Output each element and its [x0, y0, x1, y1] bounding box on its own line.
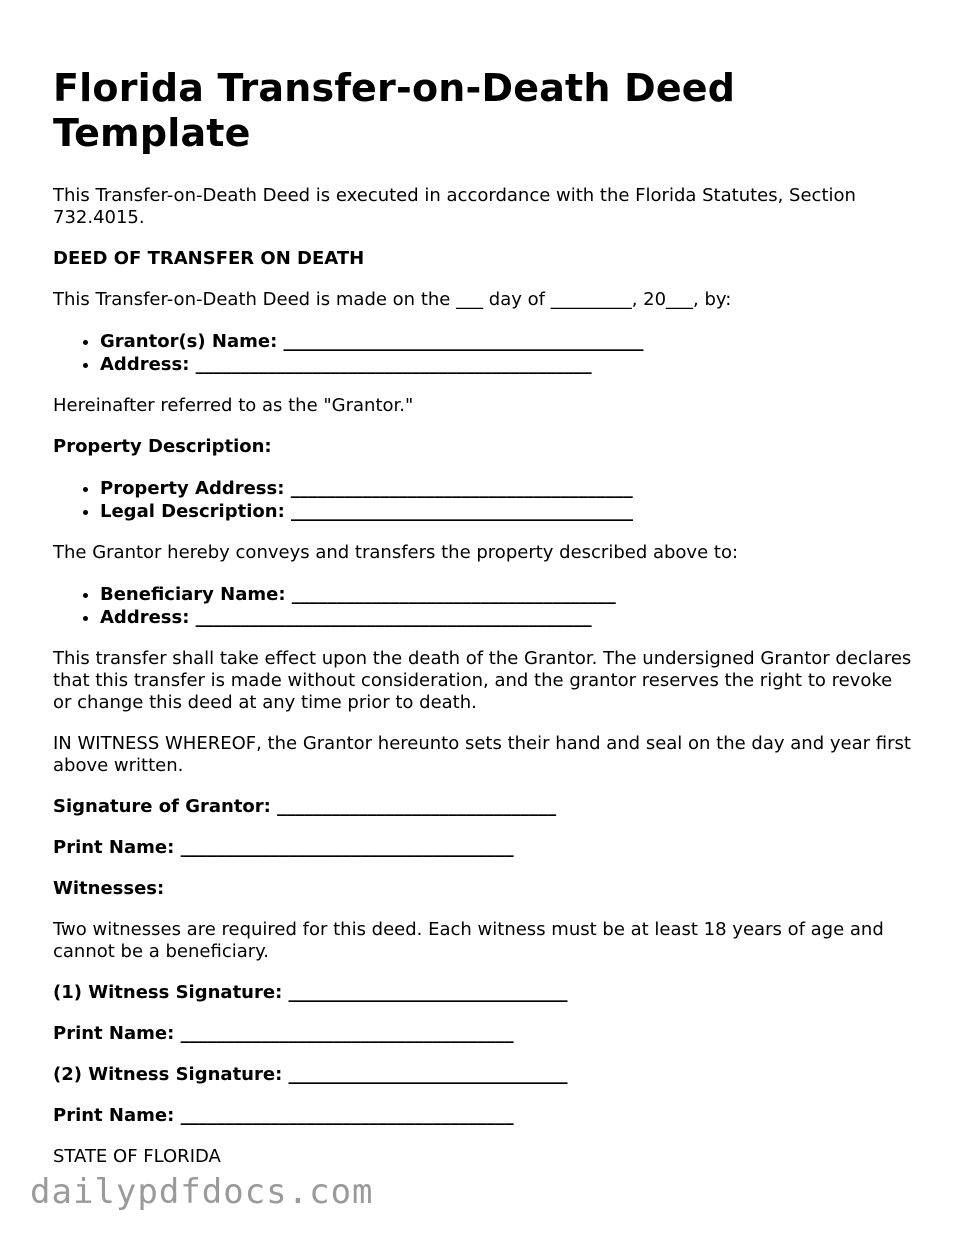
property-address-field: • Property Address: ______________________________________ [100, 477, 913, 500]
hereinafter-line: Hereinafter referred to as the "Grantor." [53, 395, 414, 416]
witness2-signature-field: (2) Witness Signature: _______________________________ [53, 1064, 568, 1085]
witness2-print-name-field: Print Name: _____________________________________ [53, 1105, 514, 1126]
witness-requirement-paragraph: Two witnesses are required for this deed. Each witness must be at least 18 years of age and cannot be a beneficiary. [53, 919, 884, 962]
legal-description-field: • Legal Description: ______________________________________ [100, 500, 913, 523]
grantor-print-name-field: Print Name: _____________________________________ [53, 837, 514, 858]
property-heading: Property Description: [53, 436, 272, 457]
page-title: Florida Transfer-on-Death Deed Template [53, 66, 736, 155]
grantor-signature-field: Signature of Grantor: _______________________________ [53, 796, 557, 817]
watermark: dailypdfdocs.com [30, 1172, 374, 1212]
deed-heading: DEED OF TRANSFER ON DEATH [53, 248, 365, 269]
document-page [53, 66, 913, 1168]
state-line: STATE OF FLORIDA [53, 1146, 221, 1167]
property-list [53, 477, 913, 523]
intro-paragraph: This Transfer-on-Death Deed is executed in accordance with the Florida Statutes, Section 732.4015. [53, 185, 856, 228]
beneficiary-list [53, 583, 913, 629]
beneficiary-address-field: • Address: ____________________________________________ [100, 606, 913, 629]
conveys-line: The Grantor hereby conveys and transfers the property described above to: [53, 542, 739, 563]
grantor-address-field: • Address: ____________________________________________ [100, 353, 913, 376]
witness1-print-name-field: Print Name: _____________________________________ [53, 1023, 514, 1044]
grantor-name-field: • Grantor(s) Name: ________________________________________ [100, 330, 913, 353]
beneficiary-name-field: • Beneficiary Name: ____________________________________ [100, 583, 913, 606]
made-on-line: This Transfer-on-Death Deed is made on the ___ day of _________, 20___, by: [53, 289, 732, 310]
witness1-signature-field: (1) Witness Signature: _______________________________ [53, 982, 568, 1003]
witness-whereof-paragraph: IN WITNESS WHEREOF, the Grantor hereunto sets their hand and seal on the day and year first above written. [53, 733, 911, 776]
witnesses-heading: Witnesses: [53, 878, 165, 899]
effect-paragraph: This transfer shall take effect upon the death of the Grantor. The undersigned Grantor declares that this transfer is made without consideration, and the grantor reserves the right to revoke or change this deed at any time prior to death. [53, 648, 912, 713]
grantor-list [53, 330, 913, 376]
